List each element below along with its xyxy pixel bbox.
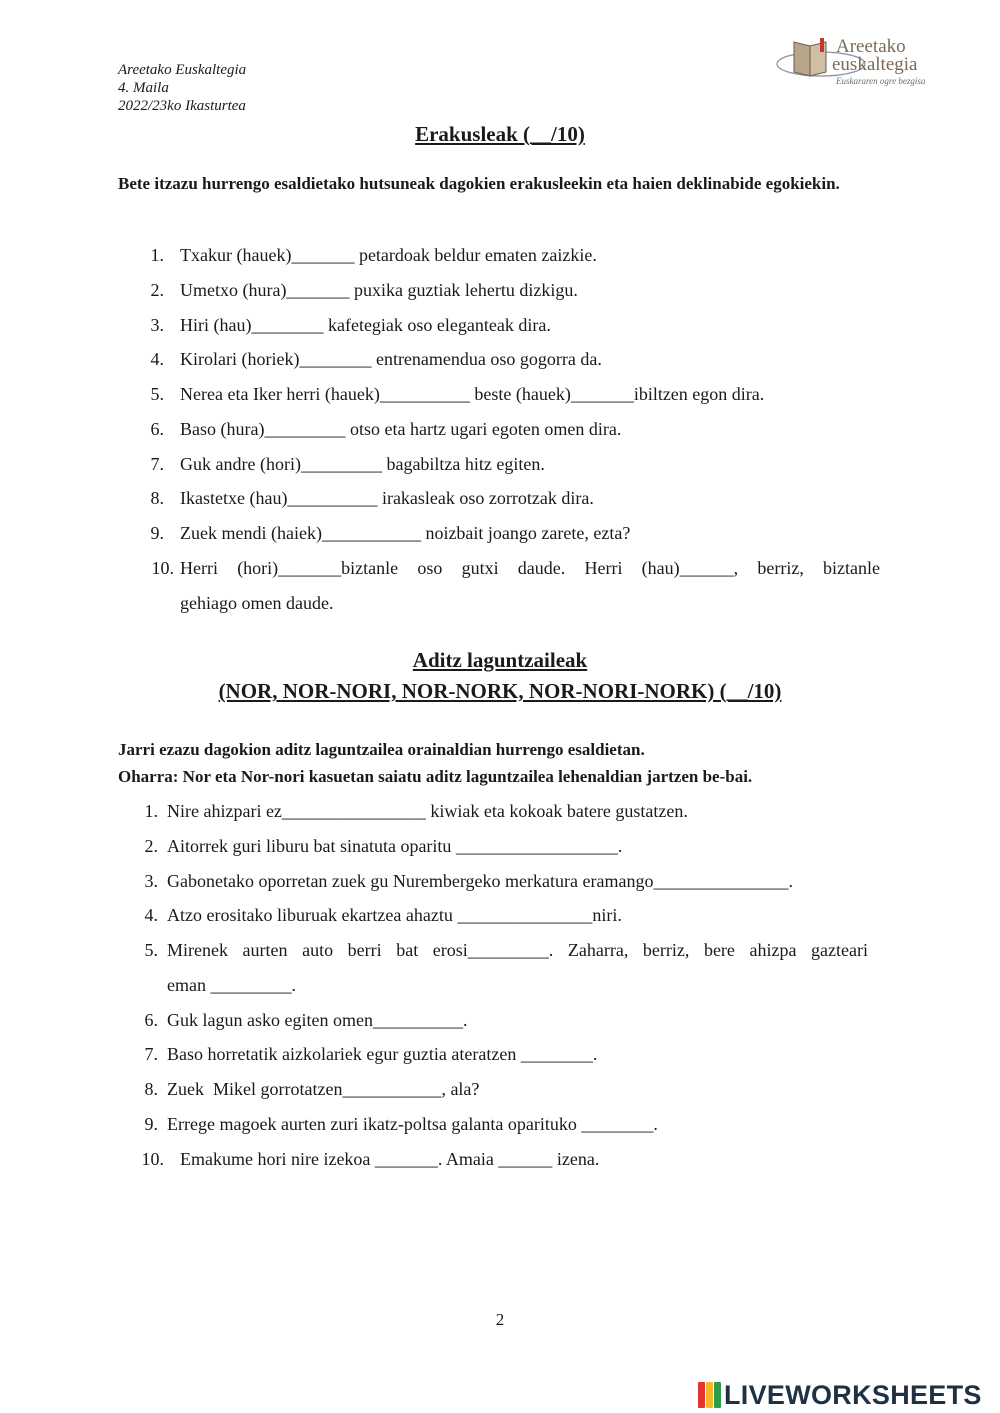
item-text: Txakur (hauek)_______ petardoak beldur ematen zaizkie. bbox=[180, 245, 597, 265]
item-number: 5. bbox=[150, 384, 164, 404]
section2-instruction: Jarri ezazu dagokion aditz laguntzailea orainaldian hurrengo esaldietan. bbox=[118, 740, 645, 759]
item-number: 1. bbox=[144, 801, 158, 821]
logo-tagline: Euskararen ogre bezgisa bbox=[836, 76, 926, 86]
item-text: Aitorrek guri liburu bat sinatuta oparitu __________________. bbox=[167, 836, 623, 856]
item-number: 10. bbox=[151, 558, 174, 578]
item-text: Guk andre (hori)_________ bagabiltza hitz egiten. bbox=[180, 454, 545, 474]
section2-subtitle: (NOR, NOR-NORI, NOR-NORK, NOR-NORI-NORK) (__/10) bbox=[218, 679, 782, 703]
item-text: Zuek Mikel gorrotatzen___________, ala? bbox=[167, 1079, 480, 1099]
item-number: 10. bbox=[141, 1149, 164, 1169]
item-text: Baso horretatik aizkolariek egur guztia ateratzen ________. bbox=[167, 1044, 598, 1064]
item-number: 1. bbox=[150, 245, 164, 265]
item-text: Zuek mendi (haiek)___________ noizbait joango zarete, ezta? bbox=[180, 523, 631, 543]
logo-line-2: euskaltegia bbox=[832, 54, 918, 75]
item-number: 8. bbox=[150, 488, 164, 508]
item-text: Ikastetxe (hau)__________ irakasleak oso zorrotzak dira. bbox=[180, 488, 594, 508]
item-text: Nerea eta Iker herri (hauek)__________ beste (hauek)_______ibiltzen egon dira. bbox=[180, 384, 765, 404]
item-number: 2. bbox=[144, 836, 158, 856]
item-number: 3. bbox=[144, 871, 158, 891]
school-logo bbox=[776, 34, 946, 90]
item-number: 6. bbox=[150, 419, 164, 439]
page-number: 2 bbox=[495, 1310, 505, 1329]
section1-instruction: Bete itzazu hurrengo esaldietako hutsuneak dagokien erakusleekin eta haien deklinabide egokiekin. bbox=[118, 174, 840, 193]
item-text: Kirolari (horiek)________ entrenamendua oso gogorra da. bbox=[180, 349, 602, 369]
item-text: Atzo erositako liburuak ekartzea ahaztu _______________niri. bbox=[167, 905, 622, 925]
item-number: 3. bbox=[150, 315, 164, 335]
item-text: Nire ahizpari ez________________ kiwiak eta kokoak batere gustatzen. bbox=[167, 801, 688, 821]
item-number: 2. bbox=[150, 280, 164, 300]
level-label: 4. Maila bbox=[118, 80, 169, 96]
item-text: Umetxo (hura)_______ puxika guztiak lehertu dizkigu. bbox=[180, 280, 578, 300]
item-text-continued: gehiago omen daude. bbox=[180, 593, 334, 613]
section2-title: Aditz laguntzaileak bbox=[412, 648, 588, 672]
section2-note: Oharra: Nor eta Nor-nori kasuetan saiatu aditz laguntzailea lehenaldian jartzen be-bai. bbox=[118, 767, 753, 786]
item-number: 4. bbox=[150, 349, 164, 369]
item-number: 7. bbox=[144, 1044, 158, 1064]
item-text: Guk lagun asko egiten omen__________. bbox=[167, 1010, 468, 1030]
academic-year: 2022/23ko Ikasturtea bbox=[118, 98, 246, 114]
item-text: Emakume hori nire izekoa _______. Amaia ______ izena. bbox=[180, 1149, 600, 1169]
item-text: Herri (hori)_______biztanle oso gutxi daude. Herri (hau)______, berriz, biztanle bbox=[180, 558, 880, 578]
section1-title: Erakusleak (__/10) bbox=[415, 122, 585, 146]
item-number: 6. bbox=[144, 1010, 158, 1030]
item-text: Errege magoek aurten zuri ikatz-poltsa galanta oparituko ________. bbox=[167, 1114, 658, 1134]
item-number: 9. bbox=[150, 523, 164, 543]
item-text: Mirenek aurten auto berri bat erosi_________. Zaharra, berriz, bere ahizpa gazteari bbox=[167, 940, 868, 960]
item-number: 4. bbox=[144, 905, 158, 925]
item-text-continued: eman _________. bbox=[167, 975, 296, 995]
liveworksheets-badge-icon bbox=[698, 1382, 722, 1408]
item-text: Gabonetako oporretan zuek gu Nurembergeko merkatura eramango_______________. bbox=[167, 871, 793, 891]
liveworksheets-brand: LIVEWORKSHEETS bbox=[724, 1380, 982, 1410]
item-number: 9. bbox=[144, 1114, 158, 1134]
item-number: 8. bbox=[144, 1079, 158, 1099]
item-number: 5. bbox=[144, 940, 158, 960]
item-text: Baso (hura)_________ otso eta hartz ugari egoten omen dira. bbox=[180, 419, 622, 439]
school-name: Areetako Euskaltegia bbox=[118, 62, 247, 78]
logo-line-1: Areetako bbox=[836, 36, 906, 57]
item-number: 7. bbox=[150, 454, 164, 474]
item-text: Hiri (hau)________ kafetegiak oso eleganteak dira. bbox=[180, 315, 551, 335]
